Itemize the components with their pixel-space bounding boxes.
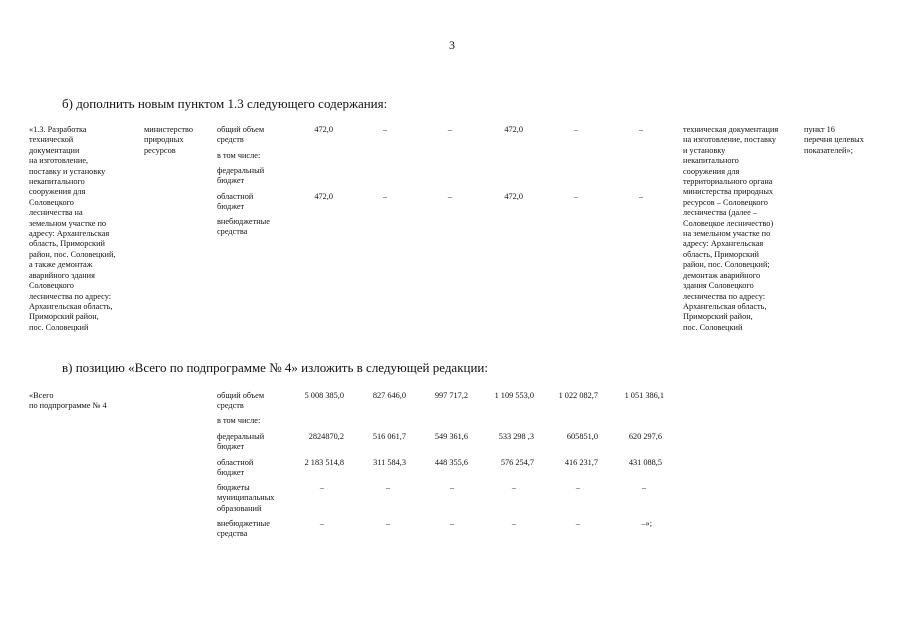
section-v-value-cell: 5 008 385,0	[304, 391, 344, 400]
section-b-value-cell: –	[382, 125, 387, 134]
section-b-value-cell: –	[573, 192, 578, 201]
section-v-row-label: внебюджетные средства	[217, 519, 270, 539]
section-b-row-label: федеральный бюджет	[217, 166, 265, 186]
section-v-value-cell: 311 584,3	[373, 458, 406, 467]
section-v-item-name: «Всего по подпрограмме № 4	[29, 391, 107, 411]
section-v-value-cell: 416 231,7	[564, 458, 598, 467]
section-b-item-name: «1.3. Разработка технической документации на изготовление, поставку и установку некапитального сооружения для Соловецкого лесничества на земельном участке по адресу: Архангельская область, Приморский район, пос. Соловецкий, а также демонтаж аварийного здания Соловецкого лесничества по адресу: Архангельская область, Приморский район, пос. Соловецкий	[29, 125, 116, 332]
section-v-value-cell: –	[385, 519, 390, 528]
section-b-value-cell: –	[447, 192, 452, 201]
section-b-reference: пункт 16 перечня целевых показателей»;	[804, 125, 864, 155]
section-v-value-cell: –	[575, 519, 580, 528]
section-v-row-label: в том числе:	[217, 416, 261, 425]
section-b-heading: б) дополнить новым пунктом 1.3 следующего содержания:	[62, 96, 388, 111]
section-v-value-cell: 533 298 ,3	[498, 432, 534, 441]
section-v-value-cell: 997 717,2	[434, 391, 468, 400]
section-b-value-cell: –	[573, 125, 578, 134]
section-b-value-cell: 472,0	[504, 125, 523, 134]
section-v-value-cell: 1 109 553,0	[494, 391, 534, 400]
section-b-value-cell: –	[382, 192, 387, 201]
section-b-value-cell: –	[447, 125, 452, 134]
section-v-row-label: общий объем средств	[217, 391, 265, 411]
section-v-value-cell: 620 297,6	[628, 432, 662, 441]
section-v-value-cell: –»;	[641, 519, 652, 528]
section-v-value-cell: –	[319, 483, 324, 492]
section-b-value-cell: 472,0	[314, 125, 333, 134]
section-b-value-cell: –	[638, 125, 643, 134]
section-b-row-label: в том числе:	[217, 151, 261, 160]
section-b-value-cell: –	[638, 192, 643, 201]
section-b-row-label: областной бюджет	[217, 192, 254, 212]
section-v-value-cell: –	[449, 483, 454, 492]
section-b-value-cell: 472,0	[504, 192, 523, 201]
section-v-row-label: федеральный бюджет	[217, 432, 265, 452]
section-v-row-label: бюджеты муниципальных образований	[217, 483, 275, 513]
section-v-value-cell: 448 355,6	[434, 458, 468, 467]
section-v-value-cell: –	[385, 483, 390, 492]
section-v-value-cell: 2 183 514,8	[304, 458, 344, 467]
section-b-value-cell: 472,0	[314, 192, 333, 201]
section-b-executor: министерство природных ресурсов	[144, 125, 194, 155]
section-v-value-cell: –	[511, 519, 516, 528]
section-v-value-cell: 1 051 386,1	[624, 391, 664, 400]
section-v-value-cell: –	[641, 483, 646, 492]
section-b-result: техническая документация на изготовление, поставку и установку некапитального сооружения для территориального органа министерства природных ресурсов – Соловецкого лесничества (далее – Соловецкое лесничество) на земельном участке по адресу: Архангельская область, Приморский район, пос. Соловецкий; демонтаж аварийного здания Соловецкого лесничества по адресу: Архангельская область, Приморский район, пос. Соловецкий	[683, 125, 779, 332]
section-v-value-cell: 827 646,0	[372, 391, 406, 400]
section-v-value-cell: 605851,0	[566, 432, 598, 441]
page-number: 3	[449, 38, 455, 52]
section-v-value-cell: –	[575, 483, 580, 492]
section-v-value-cell: 549 361,6	[434, 432, 468, 441]
section-v-heading: в) позицию «Всего по подпрограмме № 4» изложить в следующей редакции:	[62, 360, 489, 375]
section-v-value-cell: 576 254,7	[500, 458, 534, 467]
section-v-value-cell: 2824870,2	[308, 432, 344, 441]
section-v-value-cell: –	[449, 519, 454, 528]
section-v-value-cell: 516 061,7	[372, 432, 406, 441]
section-v-value-cell: –	[511, 483, 516, 492]
section-v-value-cell: –	[319, 519, 324, 528]
section-v-value-cell: 431 088,5	[628, 458, 662, 467]
section-b-row-label: внебюджетные средства	[217, 217, 270, 237]
section-v-row-label: областной бюджет	[217, 458, 254, 478]
section-v-value-cell: 1 022 082,7	[558, 391, 598, 400]
section-b-row-label: общий объем средств	[217, 125, 265, 145]
